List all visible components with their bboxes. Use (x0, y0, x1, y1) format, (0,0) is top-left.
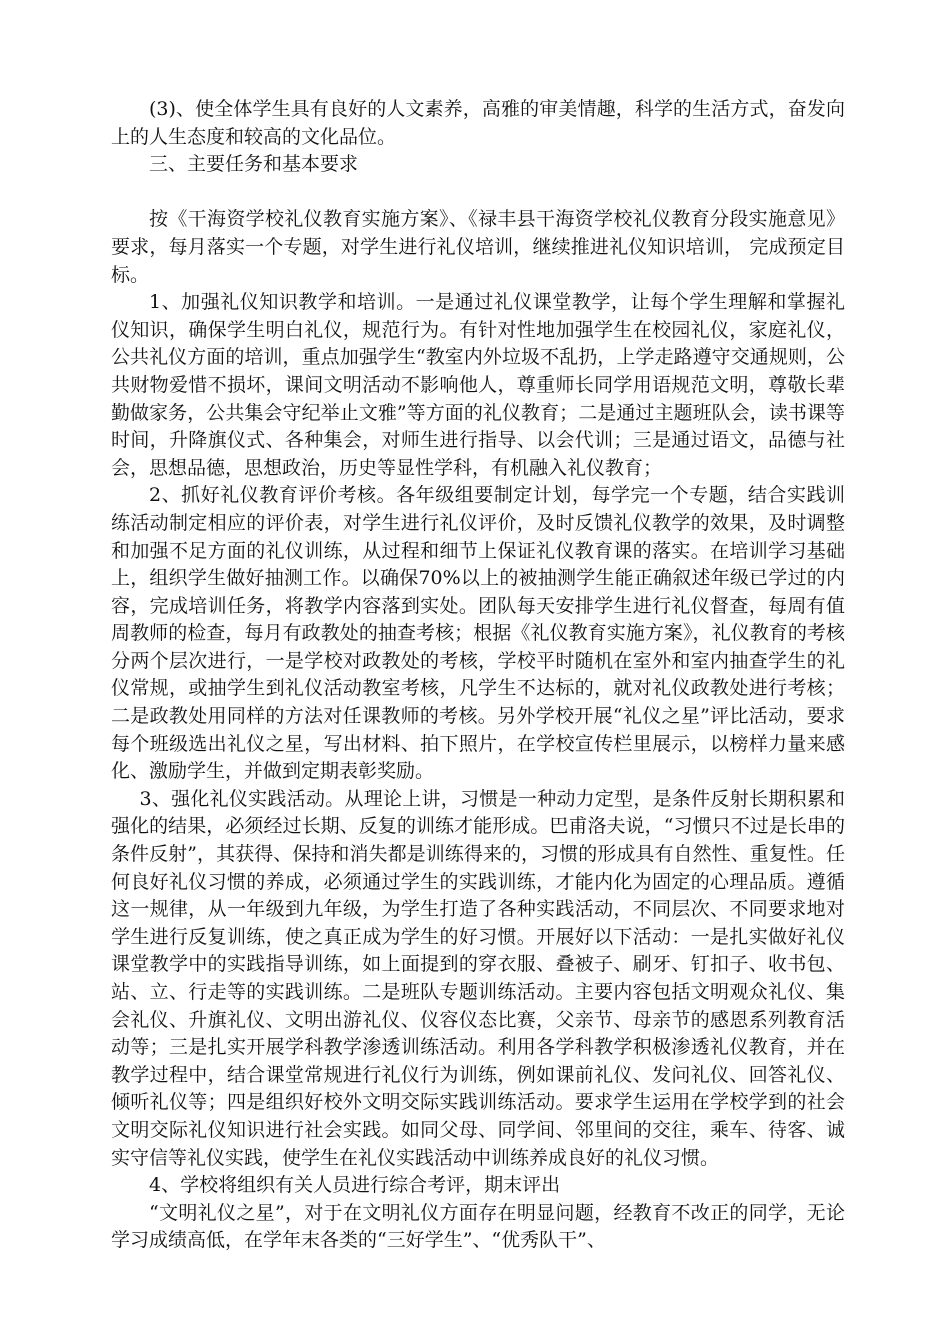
paragraph-item-4: 4、学校将组织有关人员进行综合考评，期末评出 (149, 1174, 561, 1197)
paragraph-aims-3: (3)、使全体学生具有良好的人文素养，高雅的审美情趣，科学的生活方式，奋发向上的人生态度和较高的文化品位。 (111, 98, 845, 148)
paragraph-item-1: 1、加强礼仪知识教学和培训。一是通过礼仪课堂教学，让每个学生理解和掌握礼仪知识，确保学生明白礼仪，规范行为。有针对性地加强学生在校园礼仪，家庭礼仪，公共礼仪方面的培训，重点加强学生“教室内外垃圾不乱扔，上学走路遵守交通规则，公共财物爱惜不损坏，课间文明活动不影响他人，尊重师长同学用语规范文明，尊敬长辈勤做家务，公共集会守纪举止文雅”等方面的礼仪教育；二是通过主题班队会，读书课等时间，升降旗仪式、各种集会，对师生进行指导、以会代训；三是通过语文，品德与社会，思想品德，思想政治，历史等显性学科，有机融入礼仪教育； (111, 291, 845, 479)
paragraph-item-4-continued: “文明礼仪之星”，对于在文明礼仪方面存在明显问题，经教育不改正的同学，无论学习成绩高低，在学年末各类的“三好学生”、“优秀队干”、 (111, 1201, 845, 1252)
paragraph-item-3: 3、强化礼仪实践活动。从理论上讲，习惯是一种动力定型，是条件反射长期积累和强化的结果，必须经过长期、反复的训练才能形成。巴甫洛夫说，“习惯只不过是长串的条件反射”，其获得、保持和消失都是训练得来的，习惯的形成具有自然性、重复性。任何良好礼仪习惯的养成，必须通过学生的实践训练，才能内化为固定的心理品质。遵循这一规律，从一年级到九年级，为学生打造了各种实践活动，不同层次、不同要求地对学生进行反复训练，使之真正成为学生的好习惯。开展好以下活动：一是扎实做好礼仪课堂教学中的实践指导训练，如上面提到的穿衣服、叠被子、刷牙、钉扣子、收书包、站、立、行走等的实践训练。二是班队专题训练活动。主要内容包括文明观众礼仪、集会礼仪、升旗礼仪、文明出游礼仪、仪容仪态比赛，父亲节、母亲节的感恩系列教育活动等；三是扎实开展学科教学渗透训练活动。利用各学科教学积极渗透礼仪教育，并在教学过程中，结合课堂常规进行礼仪行为训练，例如课前礼仪、发问礼仪、回答礼仪、倾听礼仪等；四是组织好校外文明交际实践训练活动。要求学生运用在学校学到的社会文明交际礼仪知识进行社会实践。如同父母、同学间、邻里间的交往，乘车、待客、诚实守信等礼仪实践，使学生在礼仪实践活动中训练养成良好的礼仪习惯。 (111, 787, 845, 1169)
blank-line (111, 179, 845, 207)
document-page (111, 96, 845, 1255)
paragraph-item-2: 2、抓好礼仪教育评价考核。各年级组要制定计划，每学完一个专题，结合实践训练活动制定相应的评价表，对学生进行礼仪评价，及时反馈礼仪教学的效果，及时调整和加强不足方面的礼仪训练，从过程和细节上保证礼仪教育课的落实。在培训学习基础上，组织学生做好抽测工作。以确保70%以上的被抽测学生能正确叙述年级已学过的内容，完成培训任务，将教学内容落到实处。团队每天安排学生进行礼仪督查，每周有值周教师的检查，每月有政教处的抽查考核；根据《礼仪教育实施方案》，礼仪教育的考核分两个层次进行，一是学校对政教处的考核，学校平时随机在室外和室内抽查学生的礼仪常规，或抽学生到礼仪活动教室考核，凡学生不达标的，就对礼仪政教处进行考核；二是政教处用同样的方法对任课教师的考核。另外学校开展“礼仪之星”评比活动，要求每个班级选出礼仪之星，写出材料、拍下照片，在学校宣传栏里展示，以榜样力量来感化、激励学生，并做到定期表彰奖励。 (111, 484, 845, 783)
section-heading-3: 三、主要任务和基本要求 (149, 153, 359, 176)
paragraph-intro: 按《干海资学校礼仪教育实施方案》、《禄丰县干海资学校礼仪教育分段实施意见》要求，每月落实一个专题，对学生进行礼仪培训，继续推进礼仪知识培训， 完成预定目标。 (111, 208, 845, 286)
